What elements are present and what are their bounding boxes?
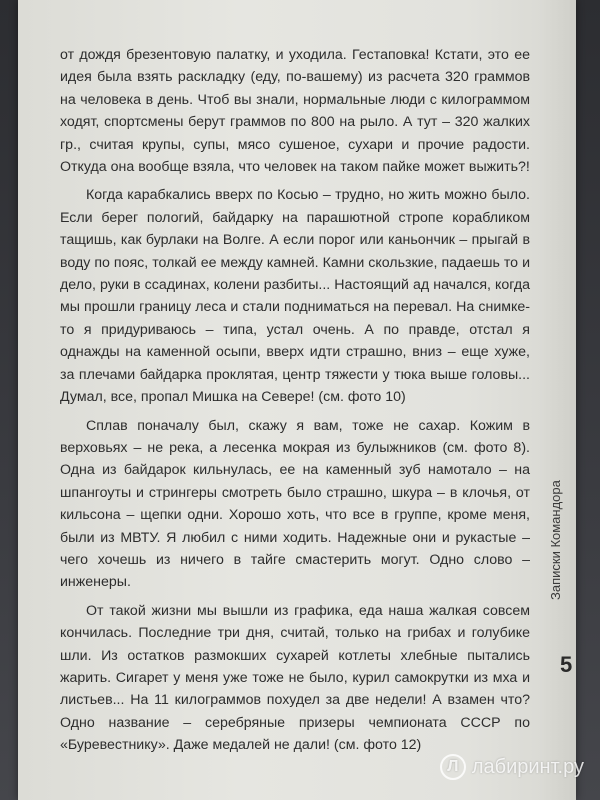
book-page [18, 0, 576, 800]
watermark-text: лабиринт.ру [471, 755, 584, 778]
page-body [60, 44, 530, 763]
page-number: 5 [560, 652, 573, 677]
labirint-logo-icon: Л [440, 754, 466, 780]
paragraph-3: Сплав поначалу был, скажу я вам, тоже не сахар. Кожим в верховьях – не река, а лесенка мокрая из булыжников (см. фото 8). Одна из байдарок кильнулась, ее на каменный зуб намотало – на шпангоуты и стрингеры смотреть было страшно, шкура – в клочья, от кильсона – щепки одни. Хорошо хоть, что все в группе, кроме меня, были из МВТУ. Я любил с ними ходить. Надежные они и рукастые – чего хочешь из ничего в тайге смастерить могут. Одно слово – инженеры. [60, 417, 530, 591]
running-title: Записки Командора [548, 480, 563, 600]
paragraph-4: От такой жизни мы вышли из графика, еда наша жалкая совсем кончилась. Последние три дня, считай, только на грибах и голубике шли. Из остатков размокших сухарей котлеты хлебные пытались жарить. Сигарет у меня уже тоже не было, курил самокрутки из мха и листьев... На 11 килограммов похудел за две недели! А взамен что? Одно название – серебряные призеры чемпионата СССР по «Буревестнику». Даже медалей не дали! (см. фото 12) [60, 602, 530, 754]
page-right-margin [542, 0, 576, 800]
watermark [440, 754, 584, 780]
bleed-through-text [580, 58, 598, 128]
paragraph-2: Когда карабкались вверх по Косью – трудно, но жить можно было. Если берег пологий, байдарку на парашютной стропе корабликом тащишь, как бурлаки на Волге. А если порог или каньончик – прыгай в воду по пояс, толкай ее между камней. Камни скользкие, падаешь то и дело, руки в ссадинах, колени разбиты... Настоящий ад начался, когда мы прошли границу леса и стали подниматься на перевал. На снимке-то я придуриваюсь – типа, устал очень. А по правде, отстал я однажды на каменной осыпи, вверх идти страшно, вниз – еще хуже, за плечами байдарка проклятая, центр тяжести у тюка выше головы... Думал, все, пропал Мишка на Севере! (см. фото 10) [60, 187, 530, 406]
paragraph-1: от дождя брезентовую палатку, и уходила. Гестаповка! Кстати, это ее идея была взять раскладку (еду, по-вашему) из расчета 320 граммов на человека в день. Чтоб вы знали, нормальные люди с килограммом ходят, спортсмены берут граммов по 800 на рыло. А тут – 320 жалких гр., считая крупы, супы, мясо сушеное, сухари и прочие радости. Откуда она вообще взяла, что человек на таком пайке может выжить?! [60, 47, 530, 176]
